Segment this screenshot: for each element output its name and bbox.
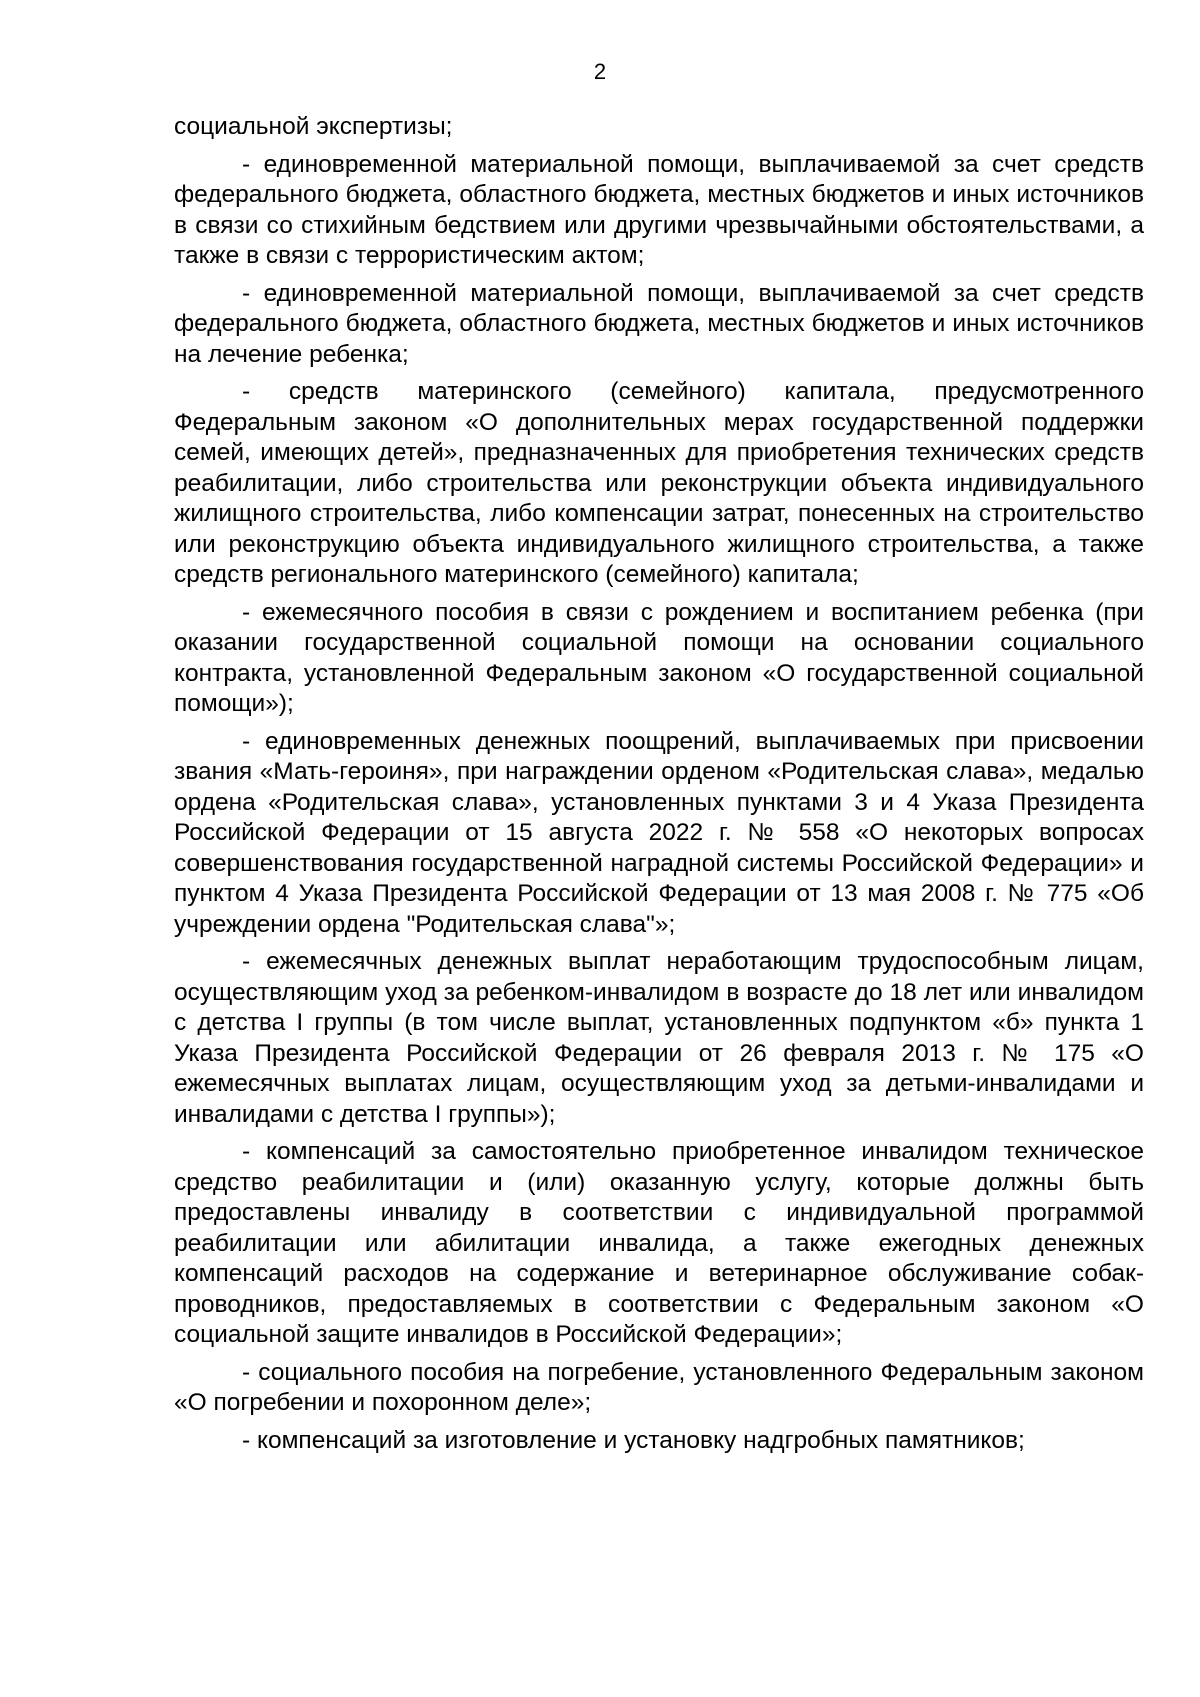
list-item-paragraph: - ежемесячных денежных выплат неработающим трудоспособным лицам, осуществляющим уход за ребенком-инвалидом в возрасте до 18 лет или инвалидом с детства I группы (в том числе выплат, установленных подпунктом «б» пункта 1 Указа Президента Российской Федерации от 26 февраля 2013 г. № 175 «О ежемесячных выплатах лицам, осуществляющим уход за детьми-инвалидами и инвалидами с детства I группы»);: [174, 948, 1144, 1128]
list-item-paragraph: - ежемесячного пособия в связи с рождением и воспитанием ребенка (при оказании государственной социальной помощи на основании социального контракта, установленной Федеральным законом «О государственной социальной помощи»);: [174, 598, 1144, 717]
paragraph-continuation: социальной экспертизы;: [174, 113, 453, 140]
document-body: [174, 112, 1144, 1463]
list-item-paragraph: - компенсаций за самостоятельно приобретенное инвалидом техническое средство реабилитации и (или) оказанную услугу, которые должны быть предоставлены инвалиду в соответствии с индивидуальной программой реабилитации или абилитации инвалида, а также ежегодных денежных компенсаций расходов на содержание и ветеринарное обслуживание собак-проводников, предоставляемых в соответствии с Федеральным законом «О социальной защите инвалидов в Российской Федерации»;: [174, 1138, 1144, 1348]
list-item-paragraph: - единовременных денежных поощрений, выплачиваемых при присвоении звания «Мать-героиня», при награждении орденом «Родительская слава», медалью ордена «Родительская слава», установленных пунктами 3 и 4 Указа Президента Российской Федерации от 15 августа 2022 г. № 558 «О некоторых вопросах совершенствования государственной наградной системы Российской Федерации» и пунктом 4 Указа Президента Российской Федерации от 13 мая 2008 г. № 775 «Об учреждении ордена "Родительская слава"»;: [174, 727, 1144, 938]
list-item-paragraph: - средств материнского (семейного) капитала, предусмотренного Федеральным законом «О дополнительных мерах государственной поддержки семей, имеющих детей», предназначенных для приобретения технических средств реабилитации, либо строительства или реконструкции объекта индивидуального жилищного строительства, либо компенсации затрат, понесенных на строительство или реконструкцию объекта индивидуального жилищного строительства, а также средств регионального материнского (семейного) капитала;: [174, 378, 1144, 588]
list-item-paragraph: - социального пособия на погребение, установленного Федеральным законом «О погребении и похоронном деле»;: [174, 1358, 1144, 1416]
list-item-paragraph: - единовременной материальной помощи, выплачиваемой за счет средств федерального бюджета, областного бюджета, местных бюджетов и иных источников на лечение ребенка;: [174, 279, 1144, 368]
list-item-paragraph: - единовременной материальной помощи, выплачиваемой за счет средств федерального бюджета, областного бюджета, местных бюджетов и иных источников в связи со стихийным бедствием или другими чрезвычайными обстоятельствами, а также в связи с террористическим актом;: [174, 150, 1144, 269]
list-item-paragraph: - компенсаций за изготовление и установку надгробных памятников;: [242, 1426, 1025, 1454]
page-number: 2: [593, 59, 607, 84]
